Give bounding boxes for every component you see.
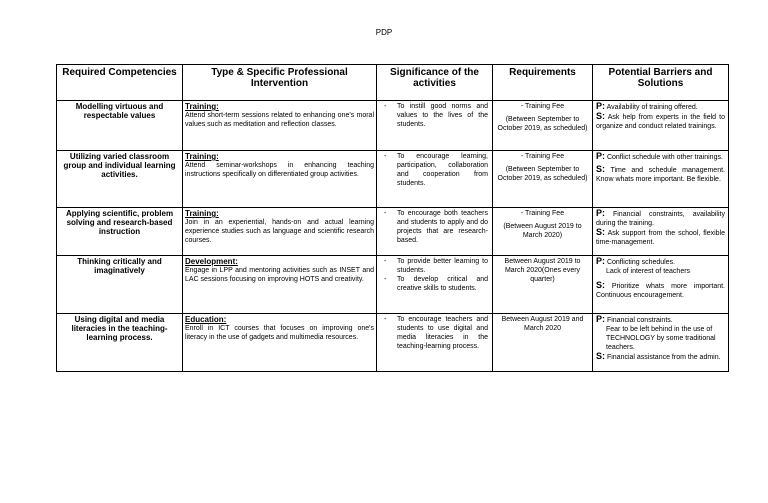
problem-text: P: Conflicting schedules. (596, 256, 676, 266)
requirement-detail: Between August 2019 and March 2020 (501, 316, 584, 332)
significance-item: - To provide better learning to students. (397, 257, 488, 275)
intervention-cell (183, 208, 377, 256)
document-title: PDP (375, 28, 393, 37)
requirement-item: - Training Fee (520, 210, 565, 217)
competency-cell: Thinking critically and imaginatively (57, 256, 183, 314)
problem-text: P: Financial constraints. (596, 314, 673, 324)
header-significance: Significance of the activities (377, 65, 493, 101)
significance-item: - To develop critical and creative skills to students. (397, 275, 488, 293)
solution-text: S: Ask help from experts in the field to organize and conduct related trainings. (596, 111, 725, 130)
table-row (57, 151, 729, 208)
intervention-text: Engage in LPP and mentoring activities such as INSET and LAC sessions focusing on improving HOTS and creativity. (185, 267, 374, 283)
requirement-detail: Between August 2019 to March 2020(Ones every quarter) (504, 258, 581, 283)
requirements-cell (493, 256, 593, 314)
header-requirements: Requirements (493, 65, 593, 101)
requirement-detail: (Between September to October 2019, as scheduled) (497, 166, 588, 182)
intervention-text: Join in an experiential, hands-on and actual learning experience studies such as language and scientific research courses. (185, 219, 374, 244)
intervention-type: Development: (185, 257, 238, 266)
barriers-cell (593, 314, 729, 372)
table-row (57, 256, 729, 314)
problem-text: P: Financial constraints, availability during the training. (596, 208, 725, 227)
requirement-detail: (Between September to October 2019, as scheduled) (497, 116, 588, 132)
significance-item: - To encourage both teachers and students to apply and do projects that are research-based. (397, 209, 488, 245)
intervention-cell (183, 151, 377, 208)
solution-text: S: Time and schedule management. Know whats more important. Be flexible. (596, 164, 725, 183)
problem-text: P: Conflict schedule with other trainings. (596, 151, 723, 161)
intervention-text: Enroll in ICT courses that focuses on improving one's literacy in the use of gadgets and multimedia resources. (185, 325, 374, 341)
table-row (57, 314, 729, 372)
intervention-text: Attend seminar-workshops in enhancing teaching instructions specifically on differentiated group activities. (185, 162, 374, 178)
intervention-text: Attend short-term sessions related to enhancing one's moral values such as meditation and reflection classes. (185, 112, 374, 128)
table-row (57, 101, 729, 151)
barriers-cell (593, 101, 729, 151)
intervention-cell (183, 101, 377, 151)
problem-text: P: Availability of training offered. (596, 101, 698, 111)
header-intervention: Type & Specific Professional Intervention (183, 65, 377, 101)
requirements-cell (493, 208, 593, 256)
header-competencies: Required Competencies (57, 65, 183, 101)
table-row (57, 208, 729, 256)
barriers-cell (593, 208, 729, 256)
problem-extra: Fear to be left behind in the use of TECHNOLOGY by some traditional teachers. (606, 326, 716, 351)
significance-item: - To encourage teachers and students to use digital and media literacies in the teaching-learning process. (397, 315, 488, 351)
intervention-type: Education: (185, 315, 227, 324)
requirements-cell (493, 151, 593, 208)
significance-cell (377, 208, 493, 256)
significance-item: - To encourage learning, participation, collaboration and cooperation from students. (397, 152, 488, 188)
barriers-cell (593, 256, 729, 314)
competency-cell: Applying scientific, problem solving and research-based instruction (57, 208, 183, 256)
requirements-cell (493, 314, 593, 372)
header-barriers: Potential Barriers and Solutions (593, 65, 729, 101)
pdp-table (56, 64, 729, 372)
intervention-cell (183, 314, 377, 372)
intervention-type: Training: (185, 102, 219, 111)
header-row (57, 65, 729, 101)
competency-cell: Using digital and media literacies in the teaching-learning process. (57, 314, 183, 372)
solution-text: S: Prioritize whats more important. Continuous encouragement. (596, 280, 725, 299)
significance-cell (377, 256, 493, 314)
requirements-cell (493, 101, 593, 151)
requirement-detail: (Between August 2019 to March 2020) (503, 223, 582, 239)
requirement-item: - Training Fee (520, 103, 565, 110)
significance-item: - To instill good norms and values to the lives of the students. (397, 102, 488, 129)
significance-cell (377, 151, 493, 208)
intervention-type: Training: (185, 209, 219, 218)
intervention-cell (183, 256, 377, 314)
competency-cell: Modelling virtuous and respectable values (57, 101, 183, 151)
solution-text: S: Ask support from the school, flexible time-management. (596, 227, 725, 246)
competency-cell: Utilizing varied classroom group and individual learning activities. (57, 151, 183, 208)
intervention-type: Training: (185, 152, 219, 161)
solution-text: S: Financial assistance from the admin. (596, 351, 721, 361)
problem-extra: Lack of interest of teachers (606, 268, 691, 275)
significance-cell (377, 101, 493, 151)
requirement-item: - Training Fee (520, 153, 565, 160)
barriers-cell (593, 151, 729, 208)
significance-cell (377, 314, 493, 372)
